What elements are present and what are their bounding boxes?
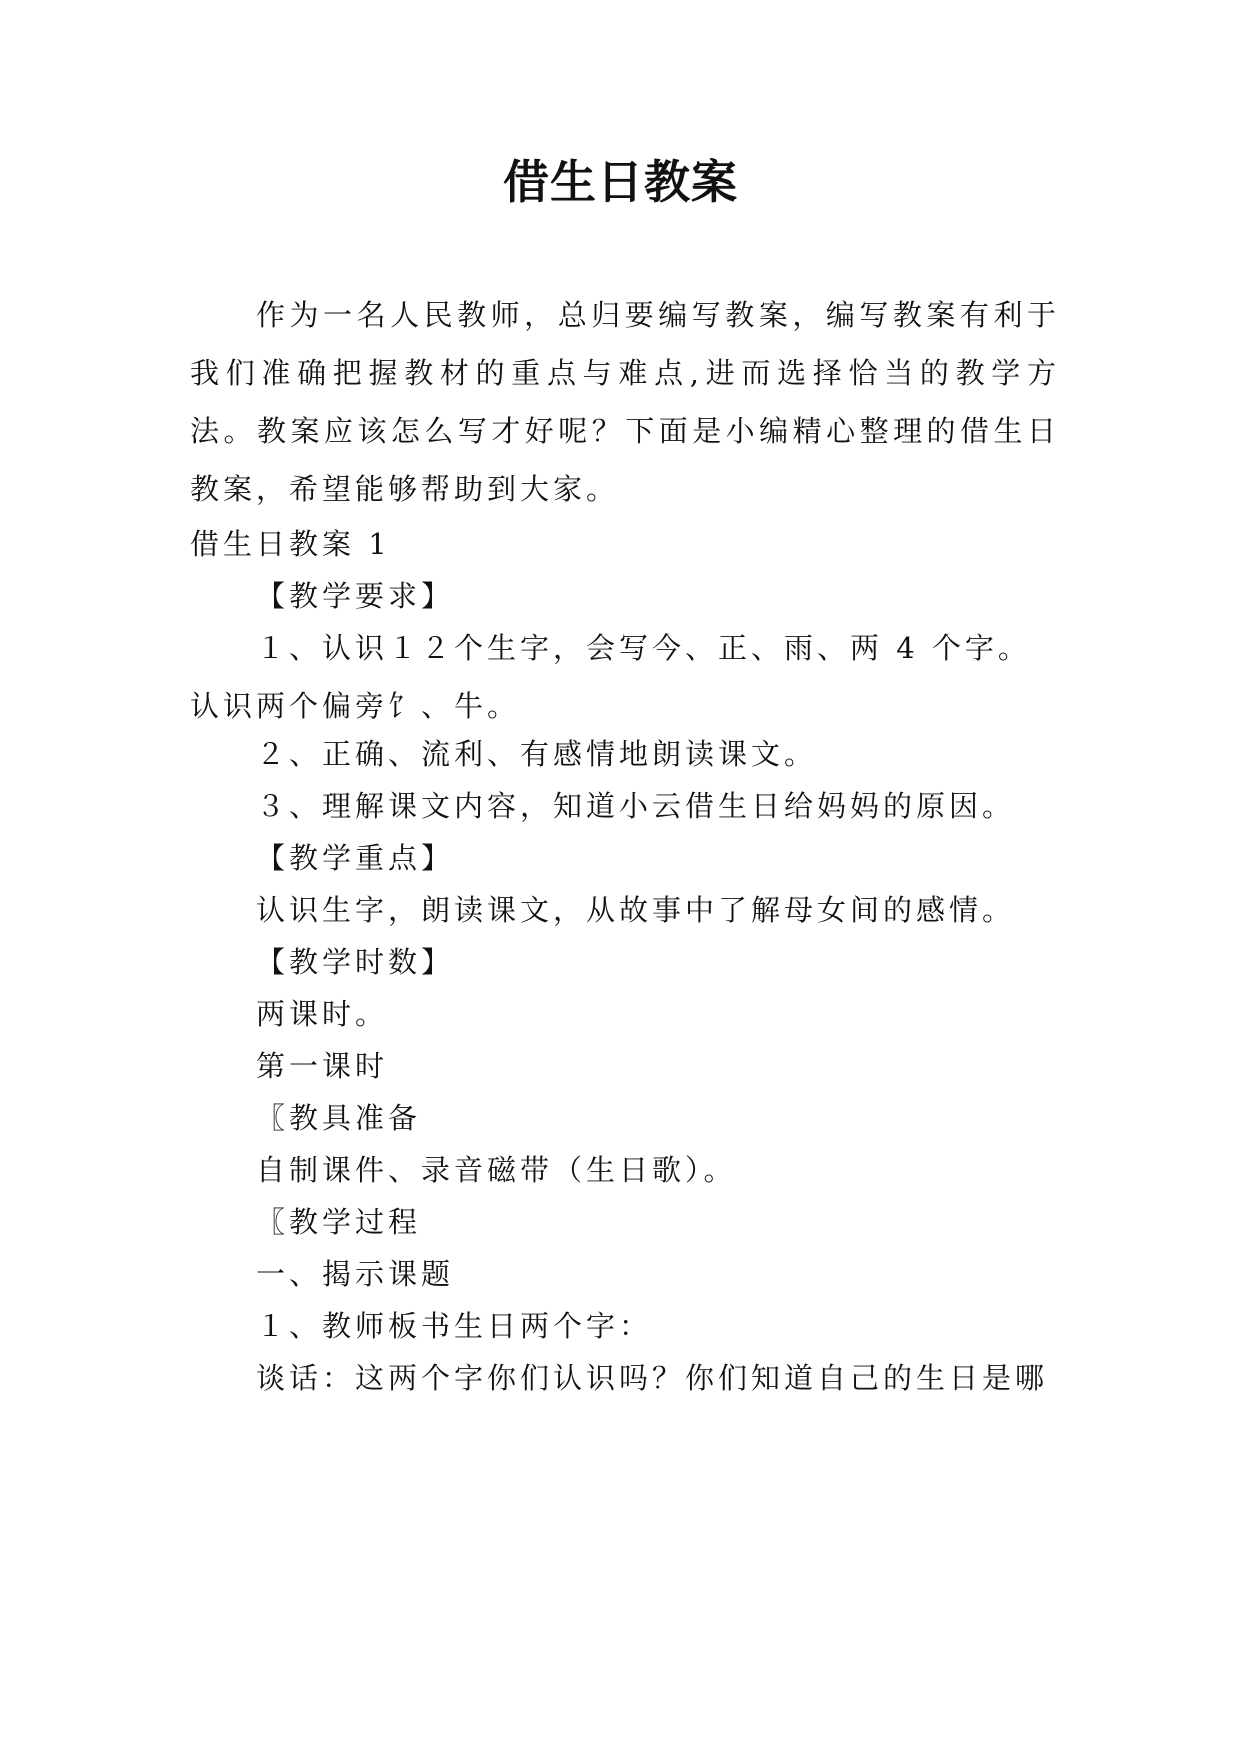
requirements-heading: 【教学要求】 <box>256 579 455 613</box>
focus-text: 认识生字，朗读课文，从故事中了解母女间的感情。 <box>256 893 1016 927</box>
requirement-item-2: ２、正确、流利、有感情地朗读课文。 <box>256 737 818 771</box>
hours-heading: 【教学时数】 <box>256 945 455 979</box>
section-heading: 借生日教案 1 <box>190 527 391 561</box>
process-heading: 〖教学过程 <box>256 1205 422 1239</box>
focus-heading: 【教学重点】 <box>256 841 455 875</box>
tools-heading: 〖教具准备 <box>256 1101 422 1135</box>
requirement-item-1: １、认识１２个生字，会写今、正、雨、两 4 个字。认识两个偏旁饣、牛。 <box>190 631 1031 723</box>
talk-text: 谈话：这两个字你们认识吗？你们知道自己的生日是哪 <box>256 1361 1049 1395</box>
tools-text: 自制课件、录音磁带（生日歌）。 <box>256 1153 737 1187</box>
hours-text: 两课时。 <box>256 997 389 1031</box>
step-1-heading: 一、揭示课题 <box>256 1257 455 1291</box>
lesson-1-heading: 第一课时 <box>256 1049 389 1083</box>
step-1-1: １、教师板书生日两个字： <box>256 1309 653 1343</box>
requirement-item-3: ３、理解课文内容，知道小云借生日给妈妈的原因。 <box>256 789 1016 823</box>
document-title: 借生日教案 <box>503 155 738 209</box>
intro-paragraph: 作为一名人民教师，总归要编写教案，编写教案有利于我们准确把握教材的重点与难点,进而选择恰当的教学方法。教案应该怎么写才好呢？下面是小编精心整理的借生日教案，希望能够帮助到大家。 <box>190 298 1060 506</box>
